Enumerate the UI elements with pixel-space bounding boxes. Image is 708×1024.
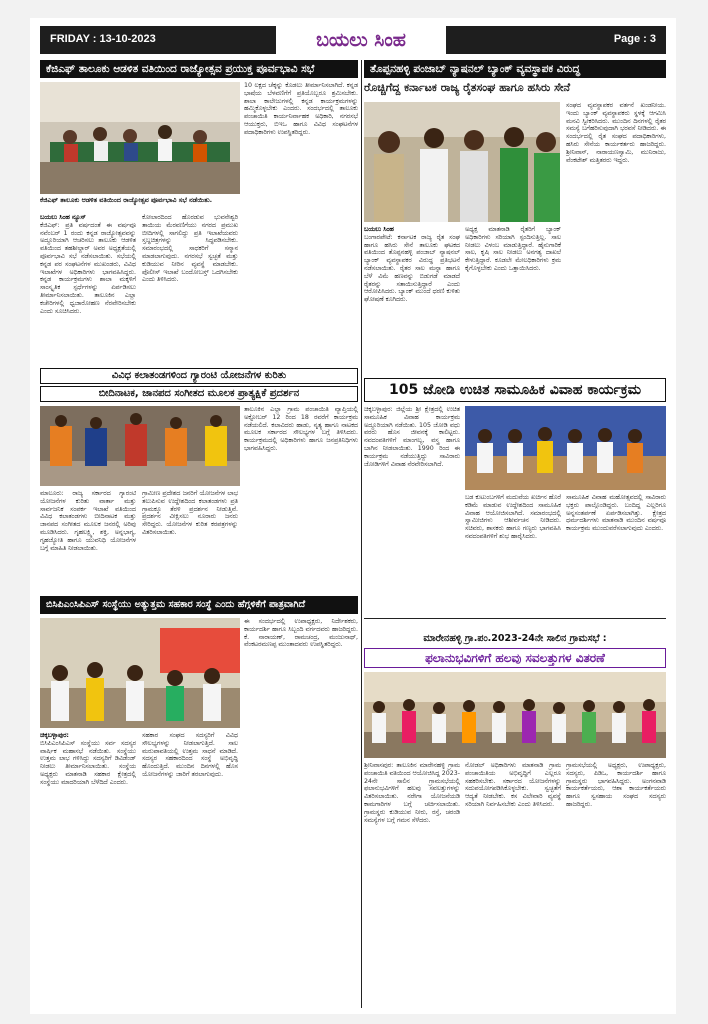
- story2-photo: [364, 102, 560, 222]
- story6-col1: ಶ್ರೀನಿವಾಸಪುರ: ತಾಲೂಕಿನ ಮಾರೇನಹಳ್ಳಿ ಗ್ರಾಮ ಪಂಚಾಯಿತಿ ವತಿಯಿಂದ ಆಯೋಜಿಸಿದ್ದ 2023-24ನೇ ಸಾಲಿನ ಗ್ರಾಮಸಭೆಯಲ್ಲಿ ಫಲಾನುಭವಿಗಳಿಗೆ ಹಲವು ಸವಲತ್ತುಗಳನ್ನು ವಿತರಿಸಲಾಯಿತು. ನರೇಗಾ ಯೋಜನೆಯಡಿ ಕಾಮಗಾರಿಗಳ ಬಗ್ಗೆ ಚರ್ಚಿಸಲಾಯಿತು. ಗ್ರಾಮಸ್ಥರು ಕುಡಿಯುವ ನೀರು, ರಸ್ತೆ, ಚರಂಡಿ ಸಮಸ್ಯೆಗಳ ಬಗ್ಗೆ ಗಮನ ಸೆಳೆದರು.: [364, 762, 460, 824]
- story5-photo: [40, 618, 240, 728]
- story6-col3: ಗ್ರಾಮಸಭೆಯಲ್ಲಿ ಅಧ್ಯಕ್ಷರು, ಉಪಾಧ್ಯಕ್ಷರು, ಸದಸ್ಯರು, ಪಿಡಿಒ, ಕಾರ್ಯದರ್ಶಿ ಹಾಗೂ ಗ್ರಾಮಸ್ಥರು ಭಾಗವಹಿಸಿದ್ದರು. ಅಂಗನವಾಡಿ ಕಾರ್ಯಕರ್ತೆಯರು, ಆಶಾ ಕಾರ್ಯಕರ್ತೆಯರು ಹಾಗೂ ಸ್ವಸಹಾಯ ಸಂಘದ ಸದಸ್ಯರು ಹಾಜರಿದ್ದರು.: [566, 762, 666, 808]
- story5-col1: [40, 732, 136, 1008]
- story4-photo: [465, 406, 666, 490]
- story4-col3: ಸಾಮೂಹಿಕ ವಿವಾಹ ಮಹೋತ್ಸವದಲ್ಲಿ ಸಾವಿರಾರು ಭಕ್ತರು ಪಾಲ್ಗೊಂಡಿದ್ದರು. ಬಂದಿದ್ದ ಎಲ್ಲರಿಗೂ ಅನ್ನಸಂತರ್ಪಣೆ ಏರ್ಪಡಿಸಲಾಗಿತ್ತು. ಕ್ಷೇತ್ರದ ಧರ್ಮದರ್ಶಿಗಳು ಮಾತನಾಡಿ ಮುಂದಿನ ವರ್ಷವೂ ಕಾರ್ಯಕ್ರಮ ಮುಂದುವರೆಸಲಾಗುವುದು ಎಂದರು.: [566, 494, 666, 533]
- story2-headline: ತೊಪ್ಪನಹಳ್ಳಿ ಪಂಜಾಬ್ ನ್ಯಾಷನಲ್ ಬ್ಯಾಂಕ್ ವ್ಯವಸ್ಥಾಪಕ ವಿರುದ್ಧ: [364, 60, 666, 78]
- story1-col1: [40, 214, 136, 364]
- newspaper-title: ಬಯಲು ಸಿಂಹ: [276, 26, 446, 54]
- story1-col3: 10 ಲಕ್ಷದ ಚೆಕ್ಕನ್ನು ಕೊಡಲು ತೀರ್ಮಾನಿಸಲಾಗಿದೆ. ಕನ್ನಡ ಭಾಷೆಯ ಬೆಳವಣಿಗೆಗೆ ಪ್ರತಿಯೊಬ್ಬರೂ ಶ್ರಮಿಸಬೇಕು. ಶಾಲಾ ಕಾಲೇಜುಗಳಲ್ಲಿ ಕನ್ನಡ ಕಾರ್ಯಕ್ರಮಗಳನ್ನು ಹಮ್ಮಿಕೊಳ್ಳಬೇಕು ಎಂದರು. ಸಂದರ್ಭದಲ್ಲಿ ತಾಲೂಕು ಪಂಚಾಯಿತಿ ಕಾರ್ಯನಿರ್ವಾಹಕ ಅಧಿಕಾರಿ, ನಗರಸಭೆ ಆಯುಕ್ತರು, ಬಿಇಒ ಹಾಗೂ ವಿವಿಧ ಸಂಘಟನೆಗಳ ಪದಾಧಿಕಾರಿಗಳು ಉಪಸ್ಥಿತರಿದ್ದರು.: [244, 82, 358, 136]
- column-divider: [361, 60, 362, 1008]
- page-number: Page : 3: [613, 33, 656, 45]
- newspaper-page: [30, 18, 676, 1014]
- story6-col2: ನೋಡಲ್ ಅಧಿಕಾರಿಗಳು ಮಾತನಾಡಿ ಗ್ರಾಮ ಪಂಚಾಯಿತಿಯ ಅಭಿವೃದ್ಧಿಗೆ ಎಲ್ಲರೂ ಸಹಕರಿಸಬೇಕು. ಸರ್ಕಾರದ ಯೋಜನೆಗಳನ್ನು ಸದುಪಯೋಗಪಡಿಸಿಕೊಳ್ಳಬೇಕು. ಸ್ವಚ್ಛತೆಗೆ ಆದ್ಯತೆ ನೀಡಬೇಕು. ಕಸ ವಿಲೇವಾರಿ ವ್ಯವಸ್ಥೆ ಸರಿಯಾಗಿ ನಿರ್ವಹಿಸಬೇಕು ಎಂದು ತಿಳಿಸಿದರು.: [465, 762, 561, 808]
- story4-headline: 105 ಜೋಡಿ ಉಚಿತ ಸಾಮೂಹಿಕ ವಿವಾಹ ಕಾರ್ಯಕ್ರಮ: [364, 378, 666, 402]
- story4-col1: ಚಿಕ್ಕಬಳ್ಳಾಪುರ: ಜಿಲ್ಲೆಯ ಶ್ರೀ ಕ್ಷೇತ್ರದಲ್ಲಿ ಉಚಿತ ಸಾಮೂಹಿಕ ವಿವಾಹ ಕಾರ್ಯಕ್ರಮ ಅದ್ದೂರಿಯಾಗಿ ನಡೆಯಿತು. 105 ಜೋಡಿ ವಧು ವರರು ಹೊಸ ಜೀವನಕ್ಕೆ ಕಾಲಿಟ್ಟರು. ನವದಂಪತಿಗಳಿಗೆ ಮಾಂಗಲ್ಯ, ವಸ್ತ್ರ ಹಾಗೂ ಬಾಗಿನ ನೀಡಲಾಯಿತು. 1990 ರಿಂದ ಈ ಕಾರ್ಯಕ್ರಮ ನಡೆಯುತ್ತಿದ್ದು ಸಾವಿರಾರು ಜೋಡಿಗಳಿಗೆ ವಿವಾಹ ನೆರವೇರಿಸಲಾಗಿದೆ.: [364, 406, 460, 468]
- issue-date: FRIDAY : 13-10-2023: [50, 33, 156, 45]
- story5-col2: ಸಹಕಾರ ಸಂಘದ ಸದಸ್ಯರಿಗೆ ವಿವಿಧ ಸೌಲಭ್ಯಗಳನ್ನು ನೀಡಲಾಗುತ್ತಿದೆ. ಸಾಲ ಮರುಪಾವತಿಯಲ್ಲಿ ಉತ್ತಮ ಸಾಧನೆ ಮಾಡಿದೆ. ಸದಸ್ಯರ ಸಹಕಾರದಿಂದ ಸಂಸ್ಥೆ ಅಭಿವೃದ್ಧಿ ಹೊಂದುತ್ತಿದೆ. ಮುಂದಿನ ದಿನಗಳಲ್ಲಿ ಹೊಸ ಯೋಜನೆಗಳನ್ನು ಜಾರಿಗೆ ತರಲಾಗುವುದು.: [142, 732, 238, 778]
- story1-byline: ಬಯಲು ಸಿಂಹ ನ್ಯೂಸ್: [40, 214, 86, 221]
- story3-headline2: ಬೀದಿನಾಟಕ, ಜಾನಪದ ಸಂಗೀತದ ಮೂಲಕ ಪ್ರಾತ್ಯಕ್ಷಿಕೆ ಪ್ರದರ್ಶನ: [40, 386, 358, 402]
- story2-col2: ಅಧ್ಯಕ್ಷ ಮಾತನಾಡಿ ರೈತರಿಗೆ ಬ್ಯಾಂಕ್ ಅಧಿಕಾರಿಗಳು ಸರಿಯಾಗಿ ಸ್ಪಂದಿಸುತ್ತಿಲ್ಲ. ಸಾಲ ನೀಡಲು ವಿಳಂಬ ಮಾಡುತ್ತಿದ್ದಾರೆ. ಹೈನುಗಾರಿಕೆ ಸಾಲ, ಕೃಷಿ ಸಾಲ ನೀಡಲು ಅನಗತ್ಯ ದಾಖಲೆ ಕೇಳುತ್ತಿದ್ದಾರೆ. ಕೂಡಲೇ ಮೇಲಧಿಕಾರಿಗಳು ಕ್ರಮ ಕೈಗೊಳ್ಳಬೇಕು ಎಂದು ಒತ್ತಾಯಿಸಿದರು.: [465, 226, 561, 272]
- story1-col2: ಕೋಲಾರದಿಂದ ಹೊರಡುವ ಭುವನೇಶ್ವರಿ ತಾಯಿಯ ಮೆರವಣಿಗೆಯು ನಗರದ ಪ್ರಮುಖ ಬೀದಿಗಳಲ್ಲಿ ಸಾಗಲಿದ್ದು ಪ್ರತಿ ಇಲಾಖೆಯವರು ಸ್ತಬ್ಧಚಿತ್ರಗಳನ್ನು ಸಿದ್ಧಪಡಿಸಬೇಕು. ಸಮಾರಂಭದಲ್ಲಿ ಸಾಧಕರಿಗೆ ಸನ್ಮಾನ ಮಾಡಲಾಗುವುದು. ನಗರಸಭೆ ಸ್ವಚ್ಛತೆ ಮತ್ತು ಕುಡಿಯುವ ನೀರಿನ ವ್ಯವಸ್ಥೆ ಮಾಡಬೇಕು. ಪೊಲೀಸ್ ಇಲಾಖೆ ಬಂದೋಬಸ್ತ್ ಒದಗಿಸಬೇಕು ಎಂದು ತಿಳಿಸಿದರು.: [142, 214, 238, 284]
- story4-col2: ಬಡ ಕುಟುಂಬಗಳಿಗೆ ಮದುವೆಯ ಖರ್ಚಿನ ಹೊರೆ ಕಡಿಮೆ ಮಾಡುವ ಉದ್ದೇಶದಿಂದ ಸಾಮೂಹಿಕ ವಿವಾಹ ಆಯೋಜಿಸಲಾಗಿದೆ. ಸಮಾರಂಭದಲ್ಲಿ ಸ್ವಾಮೀಜಿಗಳು ಆಶೀರ್ವಚನ ನೀಡಿದರು. ಸಚಿವರು, ಶಾಸಕರು ಹಾಗೂ ಗಣ್ಯರು ಭಾಗವಹಿಸಿ ನವದಂಪತಿಗಳಿಗೆ ಶುಭ ಹಾರೈಸಿದರು.: [465, 494, 561, 540]
- section-divider: [364, 618, 666, 619]
- story5-col1-text: ಬಿಸಿಪಿಎಂಸಿಪಿಎಸ್ ಸಂಸ್ಥೆಯು ಸರ್ವ ಸದಸ್ಯರ ವಾರ್ಷಿಕ ಮಹಾಸಭೆ ನಡೆಯಿತು. ಸಂಸ್ಥೆಯು ಉತ್ತಮ ಲಾಭ ಗಳಿಸಿದ್ದು ಸದಸ್ಯರಿಗೆ ಡಿವಿಡೆಂಡ್ ನೀಡಲು ತೀರ್ಮಾನಿಸಲಾಯಿತು. ಸಂಸ್ಥೆಯ ಅಧ್ಯಕ್ಷರು ಮಾತನಾಡಿ ಸಹಕಾರ ಕ್ಷೇತ್ರದಲ್ಲಿ ಸಂಸ್ಥೆಯು ಮಾದರಿಯಾಗಿ ಬೆಳೆದಿದೆ ಎಂದರು.: [40, 739, 136, 786]
- story2-subhead: ರೊಚ್ಚಿಗೆದ್ದ ಕರ್ನಾಟಕ ರಾಜ್ಯ ರೈತಸಂಘ ಹಾಗೂ ಹಸಿರು ಸೇನೆ: [364, 81, 571, 94]
- story5-headline: ಬಿಸಿಪಿಎಂಸಿಪಿಎಸ್ ಸಂಸ್ಥೆಯು ಅತ್ಯುತ್ತಮ ಸಹಕಾರ ಸಂಸ್ಥೆ ಎಂದು ಹೆಗ್ಗಳಿಕೆಗೆ ಪಾತ್ರವಾಗಿದೆ: [40, 596, 358, 614]
- masthead: [40, 26, 666, 54]
- story1-caption: ಕೆಜಿಎಫ್ ತಾಲೂಕು ಆಡಳಿತ ವತಿಯಿಂದ ರಾಜ್ಯೋತ್ಸವ ಪೂರ್ವಭಾವಿ ಸಭೆ ನಡೆಯಿತು.: [40, 196, 213, 204]
- story2-col3: ಸಂಘದ ವ್ಯವಸ್ಥಾಪಕರ ವರ್ತನೆ ಖಂಡನೀಯ. ಇಂದು ಬ್ಯಾಂಕ್ ವ್ಯವಸ್ಥಾಪಕರು ಸ್ಥಳಕ್ಕೆ ಆಗಮಿಸಿ ಮನವಿ ಸ್ವೀಕರಿಸಿದರು. ಮುಂದಿನ ದಿನಗಳಲ್ಲಿ ರೈತರ ಸಮಸ್ಯೆ ಬಗೆಹರಿಸುವುದಾಗಿ ಭರವಸೆ ನೀಡಿದರು. ಈ ಸಂದರ್ಭದಲ್ಲಿ ರೈತ ಸಂಘದ ಪದಾಧಿಕಾರಿಗಳು, ಹಸಿರು ಸೇನೆಯ ಕಾರ್ಯಕರ್ತರು ಹಾಜರಿದ್ದರು. ಶ್ರೀನಿವಾಸ್, ನಾರಾಯಣಸ್ವಾಮಿ, ಮುನಿರಾಜು, ವೆಂಕಟೇಶ್ ಮತ್ತಿತರರು ಇದ್ದರು.: [566, 102, 666, 164]
- story3-col3: ತಾಲೂಕಿನ ಎಲ್ಲಾ ಗ್ರಾಮ ಪಂಚಾಯಿತಿ ವ್ಯಾಪ್ತಿಯಲ್ಲಿ ಅಕ್ಟೋಬರ್ 12 ರಿಂದ 18 ರವರೆಗೆ ಕಾರ್ಯಕ್ರಮ ನಡೆಯಲಿದೆ. ಕಲಾವಿದರು ಹಾಡು, ನೃತ್ಯ ಹಾಗೂ ನಾಟಕದ ಮೂಲಕ ಸರ್ಕಾರದ ಸೌಲಭ್ಯಗಳ ಬಗ್ಗೆ ತಿಳಿಸಿದರು. ಕಾರ್ಯಕ್ರಮದಲ್ಲಿ ಅಧಿಕಾರಿಗಳು ಹಾಗೂ ಜನಪ್ರತಿನಿಧಿಗಳು ಭಾಗವಹಿಸಿದ್ದರು.: [244, 406, 358, 452]
- story3-col2: ಗ್ರಾಮೀಣ ಪ್ರದೇಶದ ಜನರಿಗೆ ಯೋಜನೆಗಳ ಲಾಭ ತಲುಪಿಸುವ ಉದ್ದೇಶದಿಂದ ಕಲಾತಂಡಗಳು ಪ್ರತಿ ಗ್ರಾಮಕ್ಕೂ ತೆರಳಿ ಪ್ರದರ್ಶನ ನೀಡುತ್ತಿವೆ. ಪ್ರದರ್ಶನ ವೀಕ್ಷಿಸಲು ನೂರಾರು ಜನರು ಸೇರಿದ್ದರು. ಯೋಜನೆಗಳ ಕುರಿತ ಕರಪತ್ರಗಳನ್ನು ವಿತರಿಸಲಾಯಿತು.: [142, 490, 238, 536]
- story3-headline1: ವಿವಿಧ ಕಲಾತಂಡಗಳಿಂದ ಗ್ಯಾರಂಟಿ ಯೋಜನೆಗಳ ಕುರಿತು: [40, 368, 358, 384]
- story1-photo: [40, 82, 240, 194]
- story1-headline: ಕೆಜಿಎಫ್ ತಾಲೂಕು ಆಡಳಿತ ವತಿಯಿಂದ ರಾಜ್ಯೋತ್ಸವ ಪ್ರಯುಕ್ತ ಪೂರ್ವಭಾವಿ ಸಭೆ: [40, 60, 358, 78]
- story1-col1-text: ಕೆಜಿಎಫ್: ಪ್ರತಿ ವರ್ಷದಂತೆ ಈ ವರ್ಷವೂ ನವೆಂಬರ್ 1 ರಂದು ಕನ್ನಡ ರಾಜ್ಯೋತ್ಸವವನ್ನು ಅದ್ದೂರಿಯಾಗಿ ಆಚರಿಸಲು ತಾಲೂಕು ಆಡಳಿತ ವತಿಯಿಂದ ತಹಶೀಲ್ದಾರ್ ಅವರ ಅಧ್ಯಕ್ಷತೆಯಲ್ಲಿ ಪೂರ್ವಭಾವಿ ಸಭೆ ನಡೆಸಲಾಯಿತು. ಸಭೆಯಲ್ಲಿ ಕನ್ನಡ ಪರ ಸಂಘಟನೆಗಳ ಮುಖಂಡರು, ವಿವಿಧ ಇಲಾಖೆಗಳ ಅಧಿಕಾರಿಗಳು ಭಾಗವಹಿಸಿದ್ದರು. ಕನ್ನಡ ಕಾರ್ಯಕ್ರಮಗಳು ಶಾಲಾ ಮಕ್ಕಳಿಗೆ ಸಾಂಸ್ಕೃತಿಕ ಸ್ಪರ್ಧೆಗಳನ್ನು ಏರ್ಪಡಿಸಲು ತೀರ್ಮಾನಿಸಲಾಯಿತು. ತಾಲೂಕಿನ ಎಲ್ಲಾ ಕಚೇರಿಗಳಲ್ಲಿ ಧ್ವಜಾರೋಹಣ ನೆರವೇರಿಸಬೇಕು ಎಂದು ಸೂಚಿಸಿದರು.: [40, 221, 136, 315]
- story5-byline: ಚಿಕ್ಕಬಳ್ಳಾಪುರ:: [40, 732, 69, 739]
- story2-byline: ಬಯಲು ಸಿಂಹ: [364, 226, 394, 233]
- story2-col1: [364, 226, 460, 374]
- story3-col1: ಮಾಲೂರು: ರಾಜ್ಯ ಸರ್ಕಾರದ ಗ್ಯಾರಂಟಿ ಯೋಜನೆಗಳ ಕುರಿತು ವಾರ್ತಾ ಮತ್ತು ಸಾರ್ವಜನಿಕ ಸಂಪರ್ಕ ಇಲಾಖೆ ವತಿಯಿಂದ ವಿವಿಧ ಕಲಾತಂಡಗಳು ಬೀದಿನಾಟಕ ಮತ್ತು ಜಾನಪದ ಸಂಗೀತದ ಮೂಲಕ ಜನರಲ್ಲಿ ಅರಿವು ಮೂಡಿಸಿದರು. ಗೃಹಲಕ್ಷ್ಮಿ, ಶಕ್ತಿ, ಅನ್ನಭಾಗ್ಯ, ಗೃಹಜ್ಯೋತಿ ಹಾಗೂ ಯುವನಿಧಿ ಯೋಜನೆಗಳ ಬಗ್ಗೆ ಮಾಹಿತಿ ನೀಡಲಾಯಿತು.: [40, 490, 136, 552]
- story6-headline: ಫಲಾನುಭವಿಗಳಿಗೆ ಹಲವು ಸವಲತ್ತುಗಳ ವಿತರಣೆ: [364, 648, 666, 668]
- story6-subhead: ಮಾರೇನಹಳ್ಳಿ ಗ್ರಾ.ಪಂ.2023-24ನೇ ಸಾಲಿನ ಗ್ರಾಮಸಭೆ :: [423, 633, 607, 644]
- story6-photo: [364, 672, 666, 758]
- story3-photo: [40, 406, 240, 486]
- story5-col3: ಈ ಸಂದರ್ಭದಲ್ಲಿ ಉಪಾಧ್ಯಕ್ಷರು, ನಿರ್ದೇಶಕರು, ಕಾರ್ಯದರ್ಶಿ ಹಾಗೂ ಸಿಬ್ಬಂದಿ ವರ್ಗದವರು ಹಾಜರಿದ್ದರು. ಕೆ. ನಾರಾಯಣ್, ರಾಮಚಂದ್ರ, ಮಂಜುನಾಥ್, ವೆಂಕಟರಮಣಪ್ಪ ಮುಂತಾದವರು ಉಪಸ್ಥಿತರಿದ್ದರು.: [244, 618, 358, 649]
- story2-col1-text: ಬಂಗಾರಪೇಟೆ: ಕರ್ನಾಟಕ ರಾಜ್ಯ ರೈತ ಸಂಘ ಹಾಗೂ ಹಸಿರು ಸೇನೆ ತಾಲೂಕು ಘಟಕದ ವತಿಯಿಂದ ತೊಪ್ಪನಹಳ್ಳಿ ಪಂಜಾಬ್ ನ್ಯಾಷನಲ್ ಬ್ಯಾಂಕ್ ವ್ಯವಸ್ಥಾಪಕರ ವಿರುದ್ಧ ಪ್ರತಿಭಟನೆ ನಡೆಸಲಾಯಿತು. ರೈತರ ಸಾಲ ಮನ್ನಾ ಹಾಗೂ ಬೆಳೆ ವಿಮೆ ಹಣವನ್ನು ಬಿಡುಗಡೆ ಮಾಡದೆ ರೈತರನ್ನು ಸತಾಯಿಸುತ್ತಿದ್ದಾರೆ ಎಂದು ಆರೋಪಿಸಿದರು. ಬ್ಯಾಂಕ್ ಮುಂದೆ ಧರಣಿ ಕುಳಿತು ಘೋಷಣೆ ಕೂಗಿದರು.: [364, 233, 460, 304]
